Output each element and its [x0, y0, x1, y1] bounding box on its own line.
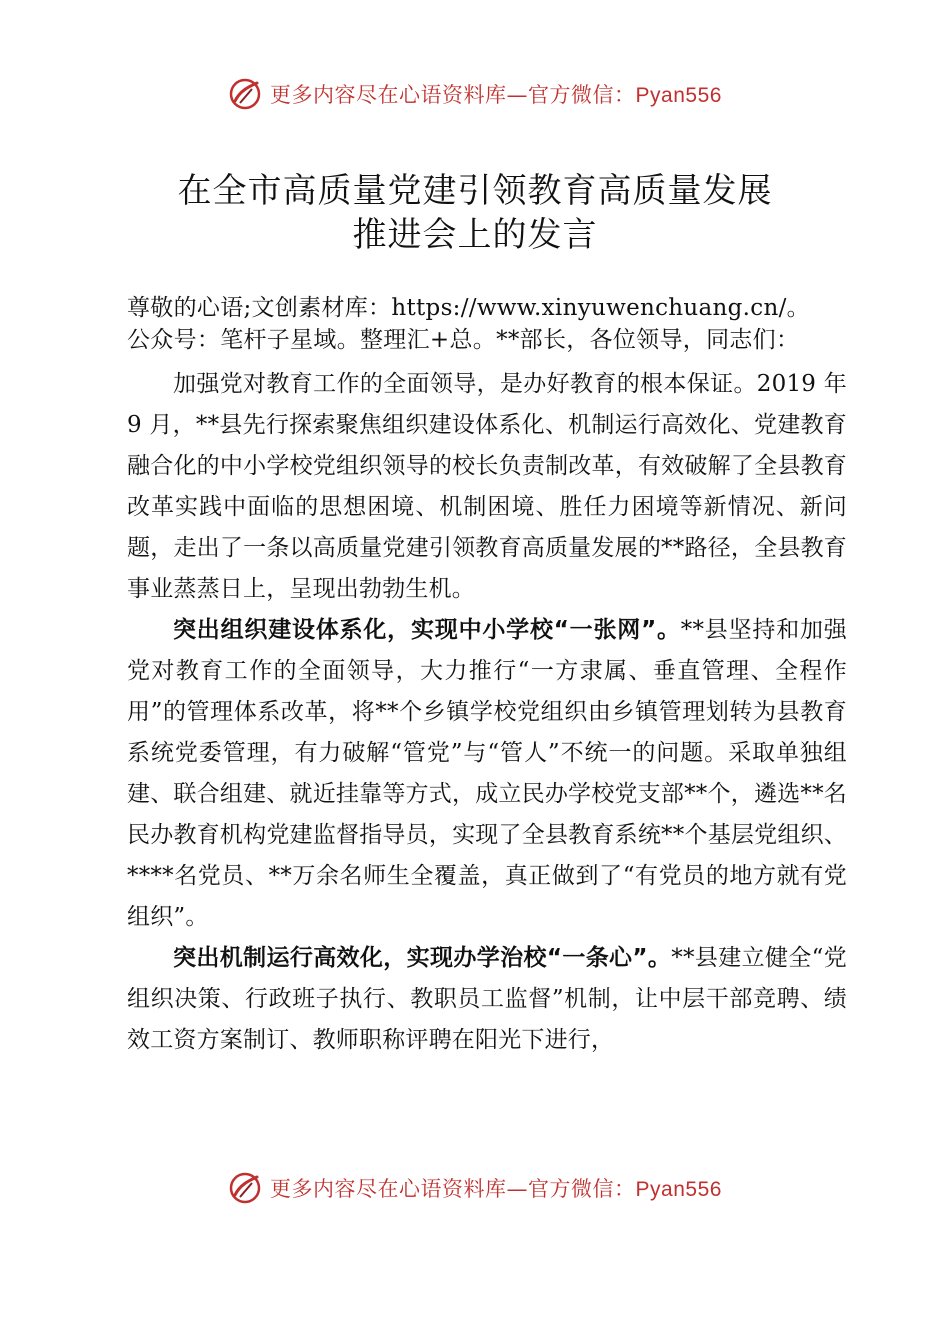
seal-logo-icon [228, 1171, 262, 1205]
salutation-line2: 公众号：笔杆子星域。整理汇+总。**部长，各位领导，同志们： [127, 327, 800, 353]
paragraph-2-text: **县坚持和加强党对教育工作的全面领导，大力推行“一方隶属、垂直管理、全程作用”的管理体系改革，将**个乡镇学校党组织由乡镇管理划转为县教育系统党委管理，有力破解“管党”与“管人”不统一的问题。采取单独组建、联合组建、就近挂靠等方式，成立民办学校党支部**个，遴选**名民办教育机构党建监督指导员，实现了全县教育系统**个基层党组织、****名党员、**万余名师生全覆盖，真正做到了“有党员的地方就有党组织”。 [127, 617, 847, 930]
paragraph-1: 加强党对教育工作的全面领导，是办好教育的根本保证。2019 年 9 月，**县先行探索聚焦组织建设体系化、机制运行高效化、党建教育融合化的中小学校党组织领导的校长负责制改革，有效破解了全县教育改革实践中面临的思想困境、机制困境、胜任力困境等新情况、新问题，走出了一条以高质量党建引领教育高质量发展的**路径，全县教育事业蒸蒸日上，呈现出勃勃生机。 [127, 371, 847, 602]
paragraph-2 [127, 610, 847, 938]
document-body [127, 292, 847, 1061]
wechat-id: Pyan556 [635, 84, 722, 107]
paragraph-3-text: **县建立健全“党组织决策、行政班子执行、教职员工监督”机制，让中层干部竞聘、绩效工资方案制订、教师职称评聘在阳光下进行， [127, 945, 847, 1053]
banner-slogan: 更多内容尽在心语资料库—官方微信： [270, 1177, 636, 1201]
paragraph-3 [127, 938, 847, 1061]
paragraph-3-heading: 突出机制运行高效化，实现办学治校“一条心”。 [173, 945, 672, 971]
footer-banner [0, 1166, 950, 1210]
paragraph-2-heading: 突出组织建设体系化，实现中小学校“一张网”。 [173, 617, 681, 643]
page-title-line1: 在全市高质量党建引领教育高质量发展 [177, 171, 773, 211]
seal-logo-icon [228, 77, 262, 111]
page-title-line2: 推进会上的发言 [352, 215, 598, 255]
banner-text [270, 79, 722, 109]
header-banner [0, 72, 950, 116]
banner-slogan: 更多内容尽在心语资料库—官方微信： [270, 83, 636, 107]
salutation-line1: 尊敬的心语;文创素材库：https://www.xinyuwenchuang.cn/。 [127, 295, 810, 321]
wechat-id: Pyan556 [635, 1178, 722, 1201]
banner-text [270, 1173, 722, 1203]
